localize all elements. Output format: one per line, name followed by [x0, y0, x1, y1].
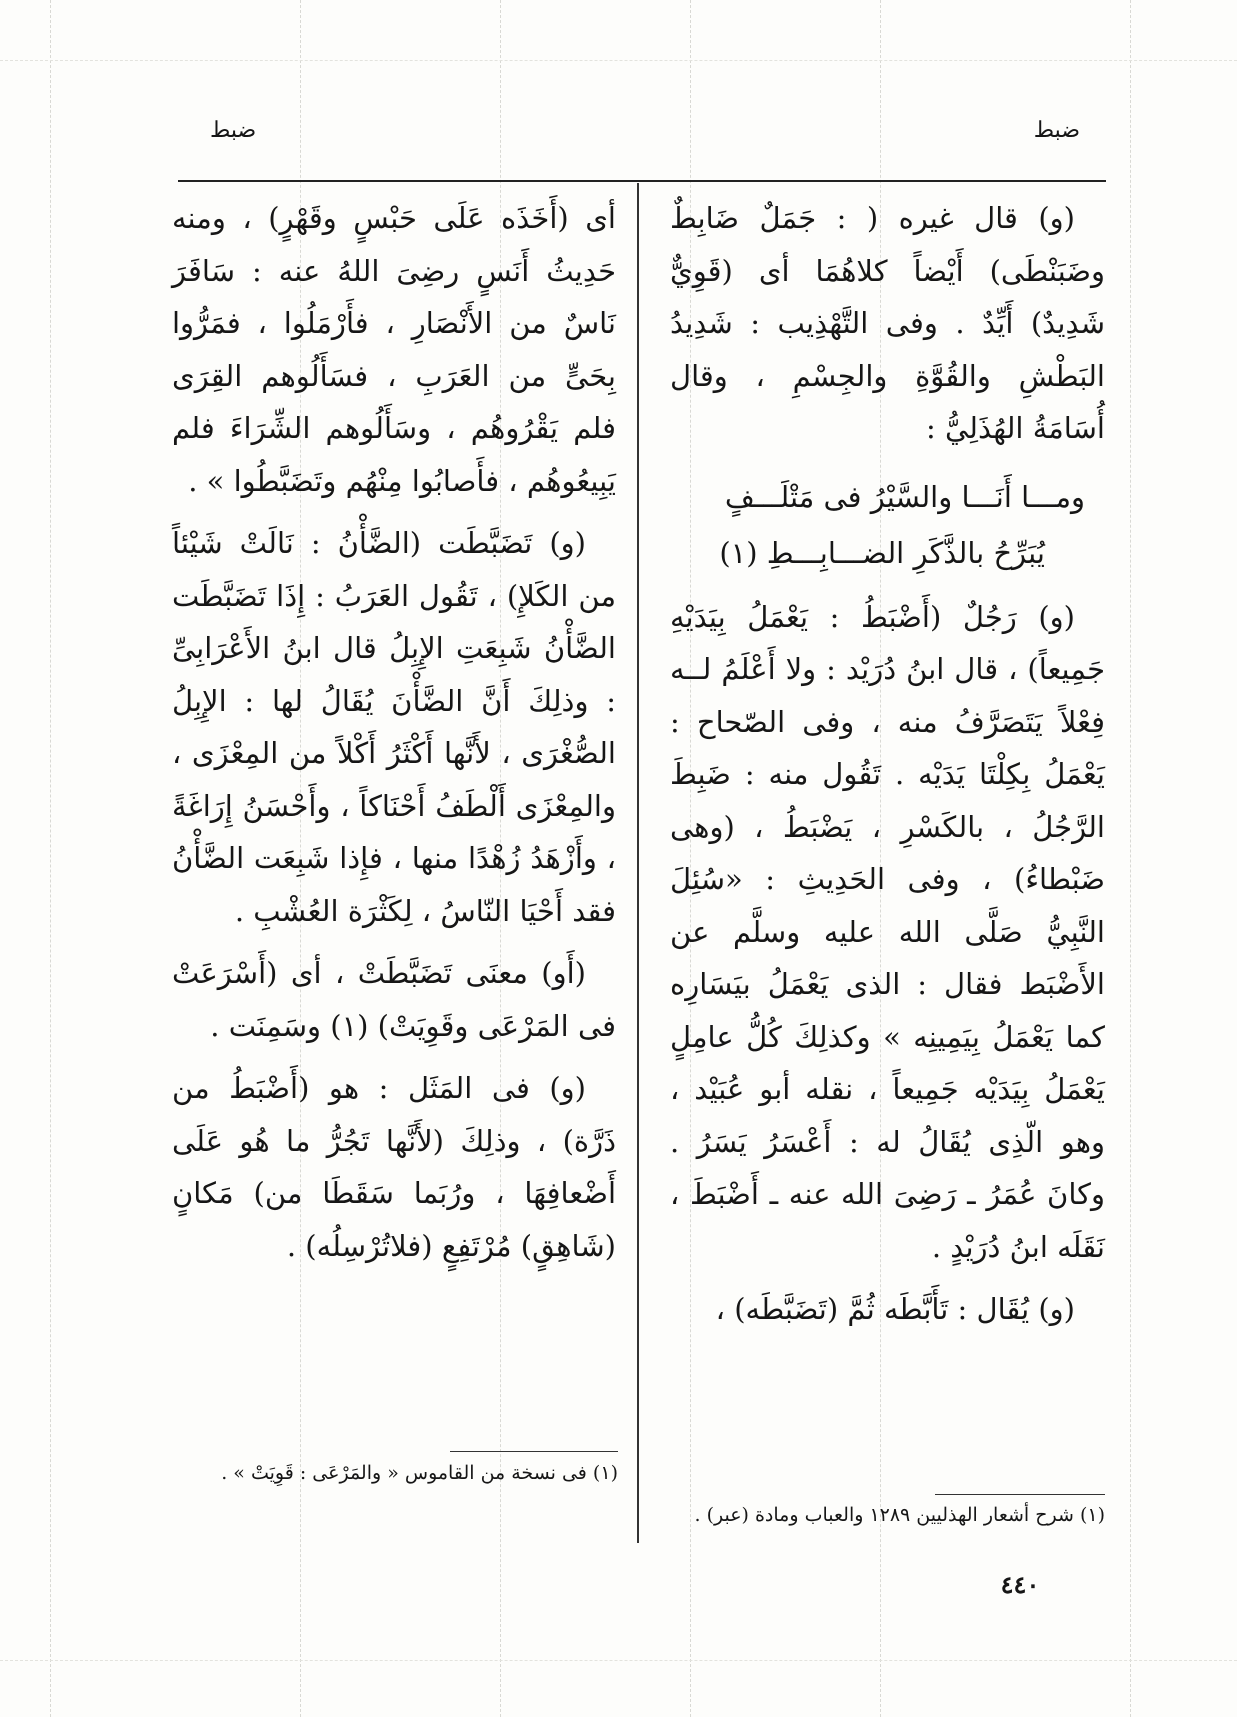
scan-grid-line — [50, 0, 51, 1717]
paragraph: (و) يُقَال : تَأَبَّطَه ثُمَّ (تَضَبَّطَه) ، — [715, 1292, 1075, 1326]
paragraph: (و) رَجُلٌ (أَضْبَطُ : يَعْمَلُ بِيَدَيْهِ جَمِيعاً) ، قال ابنُ دُرَيْد : ولا أَعْلَمُ لــه فِعْلاً يَتَصَرَّفُ منه ، وفى الصّحاح : يَعْمَلُ بِكِلْتَا يَدَيْه . تَقُول منه : ضَبِطَ الرَّجُلُ ، بالكَسْرِ ، يَضْبَطُ ، (وهى ضَبْطاءُ) ، وفى الحَدِيثِ : «سُئِلَ النَّبِيُّ صَلَّى الله عليه وسلَّم عن الأَضْبَط فقال : الذى يَعْمَلُ بيَسَارِه كما يَعْمَلُ بِيَمِينِه » وكذلِكَ كُلُّ عامِلٍ يَعْمَلُ بِيَدَيْه جَمِيعاً ، نقله أبو عُبَيْد ، وهو الّذِى يُقَالُ له : أَعْسَرُ يَسَرُ . وكانَ عُمَرُ ـ رَضِىَ الله عنه ـ أَضْبَطَ ، نَقَلَه ابنُ دُرَيْدٍ . — [670, 599, 1105, 1264]
verse-line-2: يُبَرِّحُ بالذَّكَرِ الضـــابِـــطِ (١) — [719, 535, 1045, 570]
left-column — [172, 192, 616, 1282]
footnote-rule — [935, 1494, 1105, 1495]
running-head-left: ضبط — [210, 118, 257, 143]
scan-grid-line — [1130, 0, 1131, 1717]
paragraph: (و) قال غيره ( : جَمَلٌ ضَابِطٌ وضَبَنْطَى) أَيْضاً كلاهُمَا أى (قَوِيٌّ شَدِيدٌ) أَيِّدٌ . وفى التَّهْذِيب : شَدِيدُ البَطْشِ والقُوَّةِ والجِسْمِ ، وقال أُسَامَةُ الهُذَلِيُّ : — [670, 201, 1105, 445]
paragraph: (أَو) معنَى تَضَبَّطَتْ ، أى (أَسْرَعَتْ فى المَرْعَى وقَوِيَتْ) (١) وسَمِنَت . — [172, 956, 616, 1043]
running-head-right: ضبط — [1033, 118, 1080, 143]
footnote-right: (١) شرح أشعار الهذليين ١٢٨٩ والعباب ومادة (عبر) . — [694, 1504, 1105, 1526]
scan-grid-line — [0, 60, 1237, 61]
footnote-left: (١) فى نسخة من القاموس « والمَرْعَى : قَوِيَتْ » . — [221, 1462, 618, 1484]
right-column — [670, 192, 1105, 1346]
header-rule — [178, 180, 1106, 182]
footnote-rule — [450, 1451, 618, 1452]
scan-grid-line — [0, 1660, 1237, 1661]
paragraph: أى (أَخَذَه عَلَى حَبْسٍ وقَهْرٍ) ، ومنه حَدِيثُ أَنَسٍ رضِىَ اللهُ عنه : سَافَرَ نَاسٌ من الأَنْصَارِ ، فأَرْمَلُوا ، فمَرُّوا بِحَىٍّ من العَرَبِ ، فسَأَلُوهم القِرَى فلم يَقْرُوهُم ، وسَأَلُوهم الشِّرَاءَ فلم يَبِيعُوهُم ، فأَصابُوا مِنْهُم وتَضَبَّطُوا » . — [172, 201, 616, 498]
verse-line-1: ومـــا أَنَـــا والسَّيْرُ فى مَتْلَـــفٍ — [724, 479, 1085, 514]
page-number: ٤٤٠ — [1000, 1570, 1040, 1599]
paragraph: (و) فى المَثَل : هو (أَضْبَطُ من ذَرَّة) ، وذلِكَ (لأَنَّها تَجُرُّ ما هُو عَلَى أَضْعافِهَا ، ورُبَما سَقَطَا من) مَكانٍ (شَاهِقٍ) مُرْتَفِعٍ (فلاتُرْسِلُه) . — [172, 1071, 616, 1263]
paragraph: (و) تَضَبَّطَت (الضَّأْنُ : نَالَتْ شَيْئاً من الكَلإِ) ، تَقُول العَرَبُ : إِذَا تَضَبَّطَت الضَّأْنُ شَبِعَتِ الإِبِلُ قال ابنُ الأَعْرَابِىِّ : وذلِكَ أَنَّ الضَّأْنَ يُقَالُ لها : الإِبِلُ الصُّغْرَى ، لأَنَّها أَكْثَرُ أَكْلاً من المِعْزَى ، والمِعْزَى أَلْطَفُ أَحْنَاكاً ، وأَحْسَنُ إِرَاغَةً ، وأَزْهَدُ زُهْدًا منها ، فإِذا شَبِعَت الضَّأْنُ فقد أَحْيَا النّاسُ ، لِكَثْرَة العُشْبِ . — [172, 526, 616, 928]
poem-verse — [670, 469, 1105, 581]
column-divider — [637, 183, 639, 1543]
